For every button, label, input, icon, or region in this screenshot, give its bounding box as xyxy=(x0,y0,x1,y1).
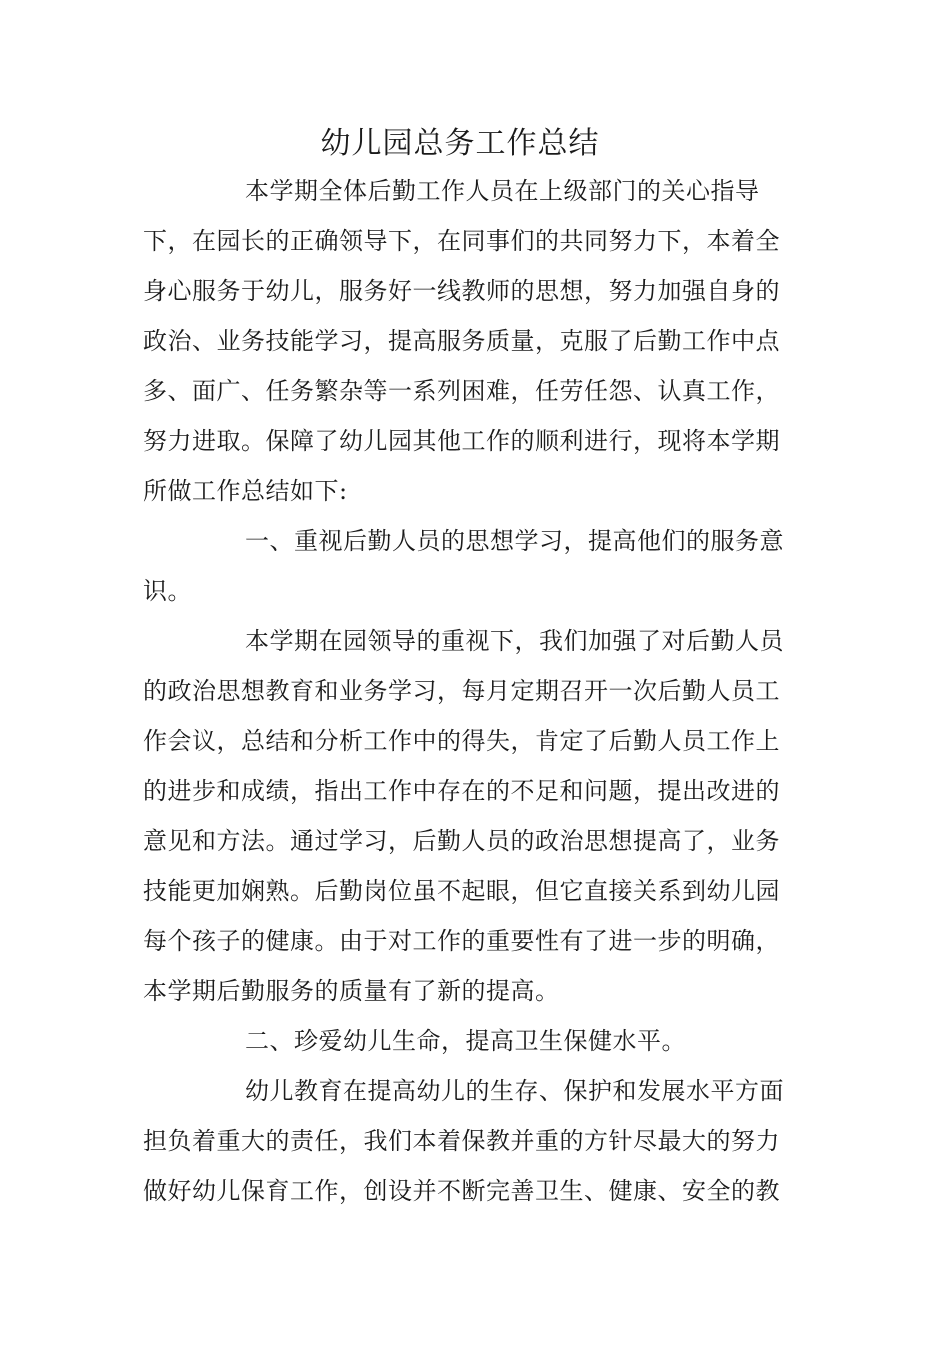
text-line: 识。 xyxy=(143,577,192,605)
text-line: 身心服务于幼儿，服务好一线教师的思想，努力加强自身的 xyxy=(143,277,780,305)
text-line: 本学期后勤服务的质量有了新的提高。 xyxy=(143,977,560,1005)
text-line: 下，在园长的正确领导下，在同事们的共同努力下，本着全 xyxy=(143,227,780,255)
text-line: 本学期全体后勤工作人员在上级部门的关心指导 xyxy=(245,177,760,205)
text-line: 做好幼儿保育工作，创设并不断完善卫生、健康、安全的教 xyxy=(143,1177,780,1205)
text-line: 担负着重大的责任，我们本着保教并重的方针尽最大的努力 xyxy=(143,1127,780,1155)
section-heading-2: 二、珍爱幼儿生命，提高卫生保健水平。 xyxy=(245,1027,686,1055)
text-line: 作会议，总结和分析工作中的得失，肯定了后勤人员工作上 xyxy=(143,727,780,755)
text-line: 多、面广、任务繁杂等一系列困难，任劳任怨、认真工作， xyxy=(143,377,780,405)
text-line: 幼儿教育在提高幼儿的生存、保护和发展水平方面 xyxy=(245,1077,784,1105)
text-line: 每个孩子的健康。由于对工作的重要性有了进一步的明确， xyxy=(143,927,780,955)
section-heading-1: 一、重视后勤人员的思想学习，提高他们的服务意 xyxy=(245,527,784,555)
text-line: 技能更加娴熟。后勤岗位虽不起眼，但它直接关系到幼儿园 xyxy=(143,877,780,905)
text-line: 努力进取。保障了幼儿园其他工作的顺利进行，现将本学期 xyxy=(143,427,780,455)
text-line: 的进步和成绩，指出工作中存在的不足和问题，提出改进的 xyxy=(143,777,780,805)
document-title: 幼儿园总务工作总结 xyxy=(320,126,600,161)
text-line: 本学期在园领导的重视下，我们加强了对后勤人员 xyxy=(245,627,784,655)
text-line: 所做工作总结如下: xyxy=(143,477,348,505)
text-line: 政治、业务技能学习，提高服务质量，克服了后勤工作中点 xyxy=(143,327,780,355)
text-line: 意见和方法。通过学习，后勤人员的政治思想提高了，业务 xyxy=(143,827,780,855)
text-line: 的政治思想教育和业务学习，每月定期召开一次后勤人员工 xyxy=(143,677,780,705)
